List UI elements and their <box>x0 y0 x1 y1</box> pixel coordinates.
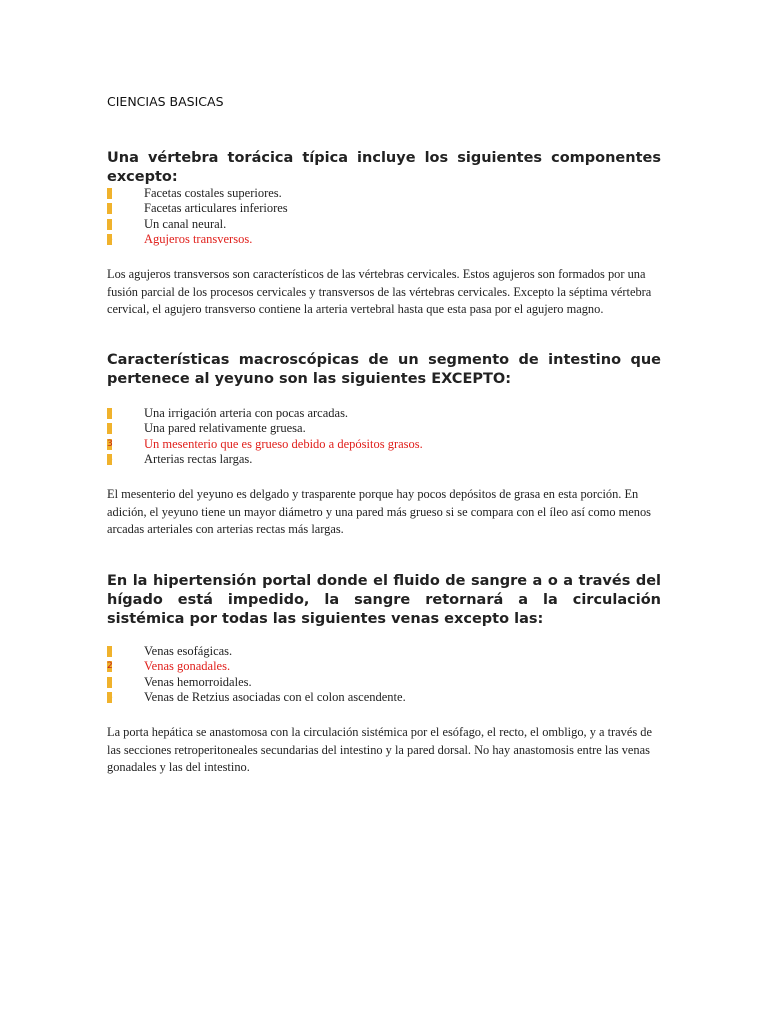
option-item <box>107 644 667 659</box>
option-text: Un mesenterio que es grueso debido a depósitos grasos. <box>144 436 423 451</box>
option-item <box>107 452 667 467</box>
option-number-marker: 2 <box>107 203 113 214</box>
question-1-options <box>107 186 667 247</box>
option-item <box>107 690 667 705</box>
option-item <box>107 675 667 690</box>
question-1-text: Una vértebra torácica típica incluye los siguientes componentes excepto: <box>107 150 661 185</box>
option-item <box>107 217 667 232</box>
question-3-options <box>107 644 667 705</box>
option-item <box>107 186 667 201</box>
option-number-marker: 1 <box>107 188 113 198</box>
option-number-marker: 3 <box>107 218 113 229</box>
document-title: CIENCIAS BASICAS <box>107 94 224 109</box>
option-item <box>107 201 667 216</box>
option-number-marker: 1 <box>107 408 113 418</box>
option-number-marker: 2 <box>107 423 113 434</box>
question-3-text: En la hipertensión portal donde el fluido de sangre a o a través del hígado está impedido, la sangre retornará a la circulación sistémica por todas las siguientes venas excepto las: <box>107 573 661 627</box>
question-1-explanation: Los agujeros transversos son característicos de las vértebras cervicales. Estos agujeros son formados por una fusión parcial de los procesos cervicales y transversos de las vértebras cervicales. Excepto la séptima vértebra cervical, el agujero transverso contiene la arteria vertebral hasta que esta pasa por el agujero magno. <box>107 267 652 317</box>
option-number-marker: 4 <box>107 453 113 464</box>
option-text: Venas esofágicas. <box>144 644 233 658</box>
option-number-marker: 4 <box>107 233 113 244</box>
option-text: Facetas articulares inferiores <box>144 201 288 216</box>
question-2-text: Características macroscópicas de un segmento de intestino que pertenece al yeyuno son las siguientes EXCEPTO: <box>107 352 661 387</box>
option-number-marker: 2 <box>107 661 113 672</box>
question-3-explanation: La porta hepática se anastomosa con la circulación sistémica por el esófago, el recto, el ombligo, y a través de las secciones retroperitoneales secundarias del intestino y la pared dorsal. No hay anastomosis entre las venas gonadales y las del intestino. <box>107 725 652 775</box>
option-text: Venas gonadales. <box>144 659 231 674</box>
question-2-options <box>107 406 667 467</box>
option-number-marker: 1 <box>107 646 113 656</box>
question-2-explanation: El mesenterio del yeyuno es delgado y trasparente porque hay pocos depósitos de grasa en esta porción. En adición, el yeyuno tiene un mayor diámetro y una pared más grueso si se compara con el íleo así como menos arcadas arteriales con arterias rectas más largas. <box>107 487 651 537</box>
option-number-marker: 4 <box>107 691 113 702</box>
option-item-correct <box>107 437 667 452</box>
option-text: Venas de Retzius asociadas con el colon ascendente. <box>144 689 406 704</box>
option-text: Facetas costales superiores. <box>144 186 282 200</box>
option-number-marker: 3 <box>107 438 113 449</box>
option-text: Una pared relativamente gruesa. <box>144 421 306 436</box>
option-text: Venas hemorroidales. <box>144 674 252 689</box>
option-text: Arterias rectas largas. <box>144 451 253 466</box>
option-text: Una irrigación arteria con pocas arcadas. <box>144 406 349 420</box>
option-item <box>107 421 667 436</box>
option-item-correct <box>107 232 667 247</box>
option-item <box>107 406 667 421</box>
option-number-marker: 3 <box>107 676 113 687</box>
option-text: Un canal neural. <box>144 216 227 231</box>
option-item-correct <box>107 659 667 674</box>
option-text: Agujeros transversos. <box>144 231 253 246</box>
